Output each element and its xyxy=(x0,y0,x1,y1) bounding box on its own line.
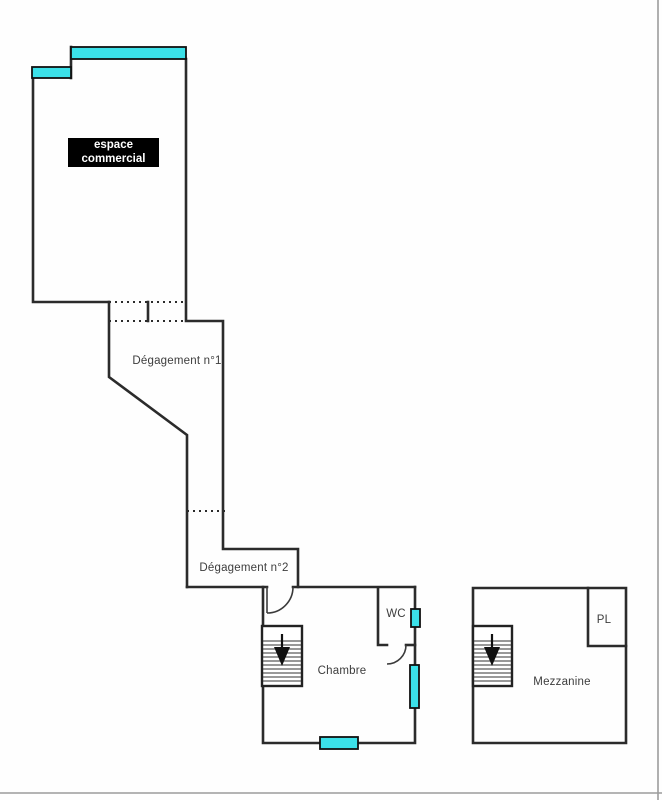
stairs-chambre xyxy=(262,626,302,686)
room-label-espace-commercial: espace commercial xyxy=(68,138,159,167)
stairs-mezzanine xyxy=(473,626,512,686)
room-label-chambre: Chambre xyxy=(317,665,367,677)
room-label-pl: PL xyxy=(596,614,612,626)
door-arc-degagement2 xyxy=(267,587,293,613)
wall-espace-commercial-left-bottom xyxy=(33,77,109,302)
room-label-mezzanine: Mezzanine xyxy=(533,676,591,688)
room-label-degagement-2: Dégagement n°2 xyxy=(199,562,289,574)
room-label-wc: WC xyxy=(386,608,406,620)
window-commercial-top xyxy=(71,47,186,59)
window-chambre-right xyxy=(410,665,419,708)
room-label-degagement-1: Dégagement n°1 xyxy=(132,355,222,367)
window-wc-right xyxy=(411,609,420,627)
window-commercial-left xyxy=(32,67,71,78)
wall-right-side xyxy=(186,59,298,587)
door-arc-wc xyxy=(387,645,406,664)
window-chambre-bottom xyxy=(320,737,358,749)
wall-corridor-left xyxy=(109,302,187,587)
